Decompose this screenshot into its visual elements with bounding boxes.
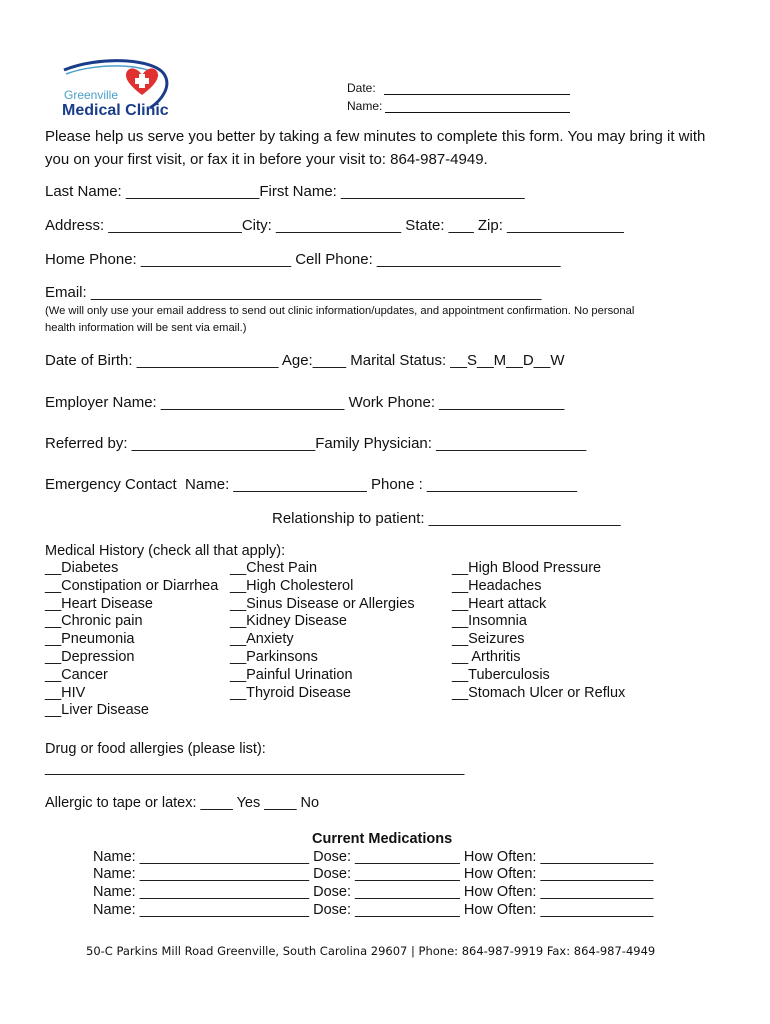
header-name-label: Name: [347,99,383,113]
medication-row[interactable]: Name: _____________________ Dose: _____________ How Often: ______________ [93,902,654,918]
header-name-line[interactable] [385,112,570,113]
email-note-line-1: (We will only use your email address to send out clinic information/updates, and appointment confirmation. No personal [45,305,635,317]
history-checkbox-item[interactable]: __ Arthritis [452,648,521,665]
medical-history-heading: Medical History (check all that apply): [45,543,286,559]
email-note-line-2: health information will be sent via email.) [45,322,247,334]
history-checkbox-item[interactable]: __Chronic pain [45,613,143,630]
email-field-row[interactable]: Email: ______________________________________________________ [45,284,542,301]
history-column-3 [452,560,625,702]
history-checkbox-item[interactable]: __Headaches [452,577,542,594]
referred-fields-row[interactable]: Referred by: ______________________Family Physician: __________________ [45,435,587,452]
history-checkbox-item[interactable]: __High Cholesterol [230,577,354,594]
history-checkbox-item[interactable]: __Diabetes [45,560,119,576]
history-checkbox-item[interactable]: __Chest Pain [230,560,318,576]
emergency-contact-row[interactable]: Emergency Contact Name: ________________ Phone : __________________ [45,476,578,493]
history-column-1 [45,560,218,720]
history-checkbox-item[interactable]: __Sinus Disease or Allergies [230,595,415,612]
history-checkbox-item[interactable]: __Painful Urination [230,666,353,683]
history-checkbox-item[interactable]: __Constipation or Diarrhea [45,577,219,594]
history-checkbox-item[interactable]: __HIV [45,684,86,701]
allergies-label: Drug or food allergies (please list): [45,741,266,757]
employer-fields-row[interactable]: Employer Name: ______________________ Work Phone: _______________ [45,394,565,411]
history-checkbox-item[interactable]: __Insomnia [452,613,527,630]
phone-fields-row[interactable]: Home Phone: __________________ Cell Phone: ______________________ [45,251,561,268]
history-checkbox-item[interactable]: __Anxiety [230,631,294,648]
history-checkbox-item[interactable]: __Tuberculosis [452,666,550,683]
history-checkbox-item[interactable]: __High Blood Pressure [452,560,602,576]
history-column-2 [230,560,415,702]
name-fields-row[interactable]: Last Name: ________________First Name: ______________________ [45,183,525,200]
history-checkbox-item[interactable]: __Heart Disease [45,595,153,612]
history-checkbox-item[interactable]: __Pneumonia [45,631,135,648]
history-checkbox-item[interactable]: __Thyroid Disease [230,684,351,701]
tape-latex-allergy-row[interactable]: Allergic to tape or latex: ____ Yes ____ No [45,795,320,811]
medication-row[interactable]: Name: _____________________ Dose: _____________ How Often: ______________ [93,849,654,865]
history-checkbox-item[interactable]: __Heart attack [452,595,547,612]
footer-contact-info: 50-C Parkins Mill Road Greenville, South Carolina 29607 | Phone: 864-987-9919 Fax: 864-987-4949 [86,944,656,958]
intro-line-2: you on your first visit, or fax it in before your visit to: 864-987-4949. [45,151,488,168]
medication-row[interactable]: Name: _____________________ Dose: _____________ How Often: ______________ [93,884,654,900]
date-label: Date: [347,81,376,95]
address-fields-row[interactable]: Address: ________________City: _______________ State: ___ Zip: ______________ [45,217,624,234]
medication-row[interactable]: Name: _____________________ Dose: _____________ How Often: ______________ [93,866,654,882]
allergies-line[interactable]: ____________________________________________________ [45,760,465,776]
date-line[interactable] [384,94,570,95]
history-checkbox-item[interactable]: __Seizures [452,631,525,648]
clinic-logo [58,56,188,126]
intro-line-1: Please help us serve you better by taking a few minutes to complete this form. You may bring it with [45,128,706,145]
history-checkbox-item[interactable]: __Stomach Ulcer or Reflux [452,684,626,701]
current-medications-heading: Current Medications [312,831,453,847]
history-checkbox-item[interactable]: __Kidney Disease [230,613,347,630]
history-checkbox-item[interactable]: __Liver Disease [45,702,149,719]
logo-text-greenville: Greenville [64,88,119,102]
logo-text-medical-clinic: Medical Clinic [62,102,169,119]
heart-cross-icon [126,68,158,96]
relationship-field[interactable]: Relationship to patient: _______________________ [272,510,621,527]
history-checkbox-item[interactable]: __Parkinsons [230,648,318,665]
history-checkbox-item[interactable]: __Depression [45,648,135,665]
history-checkbox-item[interactable]: __Cancer [45,666,108,683]
dob-fields-row[interactable]: Date of Birth: _________________ Age:____ Marital Status: __S__M__D__W [45,352,565,369]
